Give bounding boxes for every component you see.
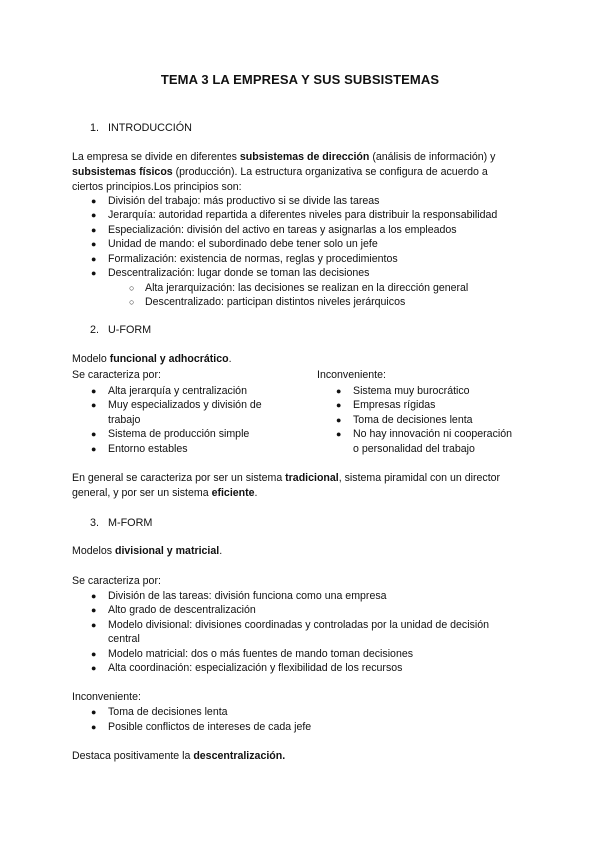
section-title: M-FORM xyxy=(108,517,153,529)
circle-bullet-icon: ○ xyxy=(129,283,135,293)
text-span: Modelos xyxy=(72,545,115,557)
bold-term: funcional y adhocrático xyxy=(109,353,229,365)
text-span: (producción). La estructura organizativa se configura de acuerdo a xyxy=(172,166,488,178)
list-item xyxy=(91,705,228,720)
bullet-icon: ● xyxy=(91,722,97,732)
list-item xyxy=(91,427,250,442)
list-item-text: División de las tareas: división funciona como una empresa xyxy=(108,590,387,602)
bold-term: descentralización. xyxy=(193,750,286,762)
list-item-text: Jerarquía: autoridad repartida a diferentes niveles para distribuir la responsabilidad xyxy=(108,209,498,221)
bullet-icon: ● xyxy=(91,196,97,206)
list-item-text: Formalización: existencia de normas, reglas y procedimientos xyxy=(108,253,398,265)
list-item xyxy=(336,427,513,442)
list-item xyxy=(336,384,470,399)
list-item-text: Toma de decisiones lenta xyxy=(353,414,473,426)
text-span: ciertos principios.Los principios son: xyxy=(72,181,242,193)
bullet-icon: ● xyxy=(91,268,97,278)
list-item-text: Alta jerarquía y centralización xyxy=(108,385,247,397)
list-item-text: Modelo matricial: dos o más fuentes de mando toman decisiones xyxy=(108,648,414,660)
text-span: Modelo xyxy=(72,353,110,365)
bullet-icon: ● xyxy=(91,254,97,264)
list-item xyxy=(91,266,370,281)
text-line xyxy=(72,180,242,195)
text-span: . xyxy=(219,545,223,557)
list-item-continuation: trabajo xyxy=(108,414,141,426)
list-item xyxy=(91,442,188,457)
bullet-icon: ● xyxy=(91,707,97,717)
list-item-text: Posible conflictos de intereses de cada jefe xyxy=(108,721,312,733)
list-item-continuation: o personalidad del trabajo xyxy=(353,443,475,455)
list-item xyxy=(91,223,457,238)
page-title: TEMA 3 LA EMPRESA Y SUS SUBSISTEMAS xyxy=(160,72,440,87)
text-line xyxy=(72,486,258,501)
bullet-icon: ● xyxy=(91,620,97,630)
bold-term: tradicional xyxy=(285,472,339,484)
text-span: . xyxy=(254,487,258,499)
bullet-icon: ● xyxy=(91,605,97,615)
list-item xyxy=(91,618,490,633)
text-line xyxy=(72,471,500,486)
bullet-icon: ● xyxy=(91,225,97,235)
text-span: Destaca positivamente la xyxy=(72,750,194,762)
bullet-icon: ● xyxy=(336,386,342,396)
list-item-text: Descentralizado: participan distintos niveles jerárquicos xyxy=(145,296,406,308)
bullet-icon: ● xyxy=(91,400,97,410)
list-item-text: Alta jerarquización: las decisiones se realizan en la dirección general xyxy=(145,282,469,294)
list-item-text: Entorno estables xyxy=(108,443,188,455)
bullet-icon: ● xyxy=(91,649,97,659)
characteristics-heading: Se caracteriza por: xyxy=(72,575,161,587)
inconvenient-heading: Inconveniente: xyxy=(72,691,141,703)
column-heading-right: Inconveniente: xyxy=(317,369,386,381)
bullet-icon: ● xyxy=(91,429,97,439)
list-item-continuation: central xyxy=(108,633,140,645)
text-span: . xyxy=(228,353,232,365)
bullet-icon: ● xyxy=(91,663,97,673)
circle-bullet-icon: ○ xyxy=(129,297,135,307)
bullet-icon: ● xyxy=(336,429,342,439)
list-item-text: Unidad de mando: el subordinado debe tener solo un jefe xyxy=(108,238,378,250)
text-line xyxy=(72,150,495,165)
list-item xyxy=(91,252,398,267)
bullet-icon: ● xyxy=(91,444,97,454)
section-number: 3. xyxy=(90,517,100,529)
list-item xyxy=(91,647,414,662)
bullet-icon: ● xyxy=(91,591,97,601)
column-heading-left: Se caracteriza por: xyxy=(72,369,161,381)
list-item-text: Descentralización: lugar donde se toman las decisiones xyxy=(108,267,370,279)
text-line xyxy=(72,165,488,180)
text-span: (análisis de información) y xyxy=(369,151,496,163)
sub-list-item xyxy=(129,281,469,296)
list-item xyxy=(91,661,403,676)
section-title: U-FORM xyxy=(108,324,152,336)
bullet-icon: ● xyxy=(336,415,342,425)
bullet-icon: ● xyxy=(91,210,97,220)
list-item xyxy=(91,384,247,399)
section-number: 2. xyxy=(90,324,100,336)
list-item-text: Alta coordinación: especialización y flexibilidad de los recursos xyxy=(108,662,403,674)
list-item-text: Alto grado de descentralización xyxy=(108,604,256,616)
list-item-text: Toma de decisiones lenta xyxy=(108,706,228,718)
bold-term: subsistemas de dirección xyxy=(239,151,370,163)
closing-line xyxy=(72,750,285,762)
bullet-icon: ● xyxy=(91,239,97,249)
list-item-text: Especialización: división del activo en tareas y asignarlas a los empleados xyxy=(108,224,457,236)
section-number: 1. xyxy=(90,122,100,134)
list-item-text: División del trabajo: más productivo si se divide las tareas xyxy=(108,195,380,207)
bold-term: subsistemas físicos xyxy=(72,166,173,178)
list-item xyxy=(91,603,256,618)
list-item-text: No hay innovación ni cooperación xyxy=(353,428,513,440)
bullet-icon: ● xyxy=(336,400,342,410)
list-item xyxy=(91,589,387,604)
list-item xyxy=(91,237,378,252)
sub-list-item xyxy=(129,295,406,310)
section-heading-m-form xyxy=(90,517,152,529)
list-item-text: Sistema muy burocrático xyxy=(353,385,470,397)
list-item-text: Muy especializados y división de xyxy=(108,399,262,411)
list-item-text: Modelo divisional: divisiones coordinadas y controladas por la unidad de decisión xyxy=(108,619,490,631)
bold-term: eficiente xyxy=(211,487,255,499)
list-item xyxy=(91,208,498,223)
text-span: La empresa se divide en diferentes xyxy=(72,151,240,163)
text-span: , sistema piramidal con un director xyxy=(338,472,501,484)
text-span: general, y por ser un sistema xyxy=(72,487,212,499)
model-line xyxy=(72,353,232,365)
section-title: INTRODUCCIÓN xyxy=(108,122,192,134)
list-item xyxy=(336,398,436,413)
list-item xyxy=(91,194,380,209)
list-item-text: Empresas rígidas xyxy=(353,399,436,411)
section-heading-introduccion xyxy=(90,122,192,134)
list-item xyxy=(91,398,262,413)
section-heading-u-form xyxy=(90,324,151,336)
list-item xyxy=(91,720,312,735)
bullet-icon: ● xyxy=(91,386,97,396)
list-item-text: Sistema de producción simple xyxy=(108,428,250,440)
model-line xyxy=(72,545,222,557)
list-item xyxy=(336,413,473,428)
bold-term: divisional y matricial xyxy=(115,545,220,557)
text-span: En general se caracteriza por ser un sistema xyxy=(72,472,286,484)
